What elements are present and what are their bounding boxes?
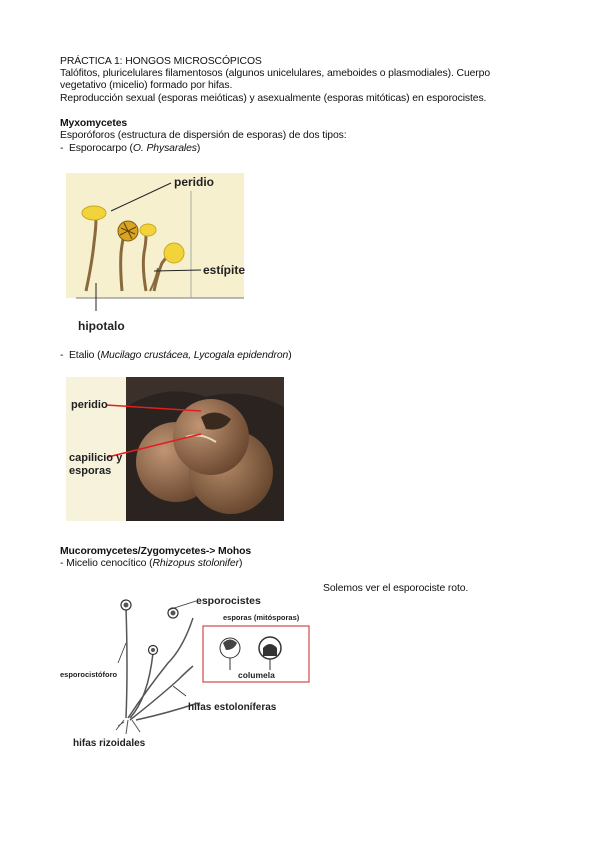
list-dash: -	[60, 143, 64, 154]
label-hipotalo: hipotalo	[78, 319, 125, 333]
label-hifas-rizoidales: hifas rizoidales	[73, 738, 146, 749]
label-esporas-mitosporas: esporas (mitósporas)	[223, 613, 300, 622]
label-peridio: peridio	[174, 175, 215, 189]
myxo-heading: Myxomycetes	[60, 118, 128, 129]
intro-line-2: vegetativo (micelio) formado por hifas.	[60, 80, 233, 91]
myxo-description: Esporóforos (estructura de dispersión de esporas) de dos tipos:	[60, 130, 347, 141]
muco-note: Solemos ver el esporociste roto.	[323, 583, 469, 594]
label-columela: columela	[238, 670, 275, 680]
label-hifas-estoloniferas: hifas estoloníferas	[188, 702, 277, 713]
label-capilicio: capilicio y	[69, 452, 123, 464]
label-esporocistoforo: esporocistóforo	[60, 670, 118, 679]
list-dash: -	[60, 350, 64, 361]
intro-line-1: Talófitos, pluricelulares filamentosos (algunos unicelulares, ameboides o plasmodiales). Cuerpo	[60, 68, 491, 79]
label-peridio-etalio: peridio	[71, 399, 108, 411]
label-estipite: estípite	[203, 263, 246, 277]
muco-item-micelio: - Micelio cenocítico (Rhizopus stolonifer)	[60, 558, 243, 569]
myxo-item-etalio: - Etalio (Mucilago crustácea, Lycogala epidendron)	[60, 350, 292, 361]
rhizopus-figure	[58, 588, 318, 753]
esporocarpo-figure	[66, 173, 266, 333]
myxo-item-esporocarpo: - Esporocarpo (O. Physarales)	[60, 143, 201, 154]
etalio-photo	[66, 377, 284, 521]
muco-heading: Mucoromycetes/Zygomycetes-> Mohos	[60, 546, 252, 557]
label-esporocistes: esporocistes	[196, 595, 261, 607]
label-esporas: esporas	[69, 465, 112, 477]
intro-line-3: Reproducción sexual (esporas meióticas) y asexualmente (esporas mitóticas) en esporocistes.	[60, 93, 487, 104]
page-title: PRÁCTICA 1: HONGOS MICROSCÓPICOS	[60, 56, 262, 67]
